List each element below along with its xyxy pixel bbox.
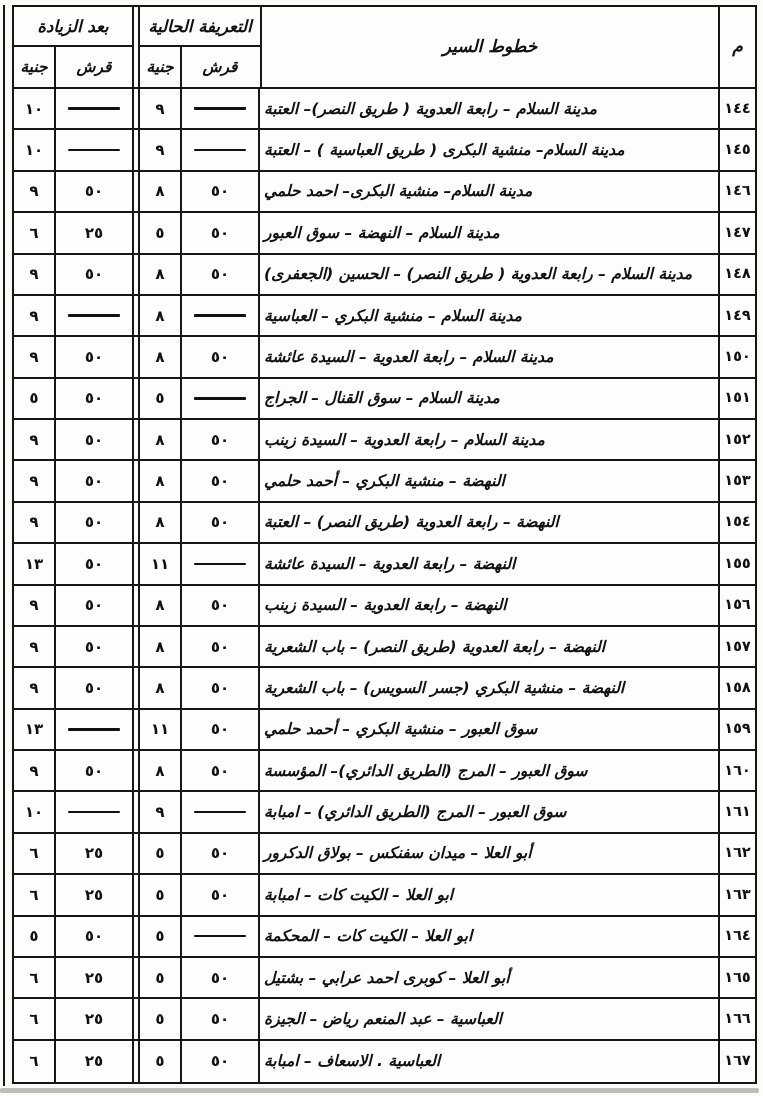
cell-after-geneh: ٩ bbox=[29, 596, 39, 615]
cell-route: ابو العلا – الكيت كات – المحكمة bbox=[258, 917, 718, 956]
cell-current-qirsh bbox=[180, 379, 258, 418]
fare-table bbox=[12, 5, 757, 1084]
cell-current-qirsh: ٥٠ bbox=[180, 255, 258, 294]
double-rule-gap bbox=[132, 89, 140, 128]
cell-after-qirsh: ٥٠ bbox=[54, 461, 132, 500]
header-group-after-increase bbox=[14, 7, 132, 87]
cell-route: النهضة – رابعة العدوية – السيدة زينب bbox=[258, 586, 718, 625]
cell-row-number: ١٤٩ bbox=[718, 296, 755, 335]
cell-after-geneh: ٦ bbox=[29, 223, 39, 242]
cell-current-qirsh: ٥٠ bbox=[180, 875, 258, 914]
dash-mark bbox=[194, 397, 246, 400]
double-rule-gap bbox=[132, 586, 140, 625]
cell-after-qirsh: ٢٥ bbox=[54, 1041, 132, 1082]
cell-after-geneh: ٩ bbox=[29, 430, 39, 449]
cell-route: مدينة السلام – رابعة العدوية – السيدة زينب bbox=[258, 420, 718, 459]
cell-row-number: ١٤٨ bbox=[718, 255, 755, 294]
cell-row-number: ١٤٧ bbox=[718, 213, 755, 252]
header-col-routes bbox=[260, 7, 718, 87]
cell-route: أبو العلا – كوبرى احمد عرابي – بشتيل bbox=[258, 958, 718, 997]
cell-row-number: ١٥٢ bbox=[718, 420, 755, 459]
cell-after-qirsh: ٢٥ bbox=[54, 834, 132, 873]
table-row bbox=[14, 379, 755, 420]
cell-row-number: ١٥٠ bbox=[718, 337, 755, 376]
cell-current-qirsh bbox=[180, 296, 258, 335]
cell-after-qirsh: ٥٠ bbox=[54, 337, 132, 376]
header-subrow-current bbox=[140, 47, 260, 87]
dash-mark bbox=[68, 149, 120, 152]
table-row bbox=[14, 710, 755, 751]
cell-after-qirsh bbox=[54, 89, 132, 128]
cell-current-qirsh: ٥٠ bbox=[180, 627, 258, 666]
cell-row-number: ١٦١ bbox=[718, 792, 755, 831]
cell-row-number: ١٥١ bbox=[718, 379, 755, 418]
cell-row-number: ١٥٥ bbox=[718, 544, 755, 583]
double-rule-gap bbox=[132, 958, 140, 997]
cell-route: مدينة السلام – رابعة العدوية ( طريق النصر) – الحسين (الجعفرى) bbox=[258, 255, 718, 294]
double-rule-gap bbox=[132, 461, 140, 500]
table-header bbox=[14, 7, 755, 89]
cell-row-number: ١٥٩ bbox=[718, 710, 755, 749]
cell-after-geneh: ٦ bbox=[29, 968, 39, 987]
cell-route: العباسية . الاسعاف – امبابة bbox=[258, 1041, 718, 1082]
cell-after-qirsh: ٥٠ bbox=[54, 917, 132, 956]
cell-current-qirsh: ٥٠ bbox=[180, 213, 258, 252]
cell-current-geneh: ٨ bbox=[155, 347, 165, 366]
header-group-current-title bbox=[140, 7, 260, 47]
double-rule-gap bbox=[132, 130, 140, 169]
dash-mark bbox=[68, 107, 120, 110]
cell-after-qirsh: ٥٠ bbox=[54, 420, 132, 459]
cell-current-qirsh: ٥٠ bbox=[180, 751, 258, 790]
table-row bbox=[14, 792, 755, 833]
table-row bbox=[14, 172, 755, 213]
cell-after-geneh: ٩ bbox=[29, 637, 39, 656]
cell-current-geneh: ٥ bbox=[155, 885, 165, 904]
double-rule-gap bbox=[132, 917, 140, 956]
cell-route: مدينة السلام – منشية البكري – العباسية bbox=[258, 296, 718, 335]
cell-current-geneh: ٨ bbox=[155, 430, 165, 449]
cell-after-qirsh: ٥٠ bbox=[54, 586, 132, 625]
cell-current-geneh: ٩ bbox=[155, 99, 165, 118]
cell-current-geneh: ٩ bbox=[155, 803, 165, 822]
dash-mark bbox=[194, 149, 246, 152]
cell-current-geneh: ٨ bbox=[155, 596, 165, 615]
header-current-geneh bbox=[140, 47, 180, 87]
cell-current-qirsh bbox=[180, 792, 258, 831]
header-col-number bbox=[718, 7, 755, 87]
table-row bbox=[14, 461, 755, 502]
cell-current-qirsh: ٥٠ bbox=[180, 503, 258, 542]
cell-route: سوق العبور – منشية البكري – أحمد حلمي bbox=[258, 710, 718, 749]
header-current-qirsh bbox=[180, 47, 258, 87]
cell-after-geneh: ٩ bbox=[29, 182, 39, 201]
double-rule-gap bbox=[132, 792, 140, 831]
table-row bbox=[14, 255, 755, 296]
dash-mark bbox=[68, 314, 120, 317]
cell-current-qirsh: ٥٠ bbox=[180, 420, 258, 459]
cell-route: مدينة السلام – النهضة – سوق العبور bbox=[258, 213, 718, 252]
header-col-routes-label: خطوط السير bbox=[442, 37, 538, 57]
cell-current-qirsh bbox=[180, 544, 258, 583]
cell-current-qirsh: ٥٠ bbox=[180, 1041, 258, 1082]
cell-route: النهضة – رابعة العدوية (طريق النصر) – باب الشعرية bbox=[258, 627, 718, 666]
table-row bbox=[14, 130, 755, 171]
cell-after-geneh: ٩ bbox=[29, 761, 39, 780]
page-left-scan-line bbox=[3, 5, 5, 1086]
cell-row-number: ١٥٣ bbox=[718, 461, 755, 500]
double-rule-gap bbox=[132, 7, 140, 87]
cell-current-qirsh: ٥٠ bbox=[180, 337, 258, 376]
cell-after-geneh: ١٣ bbox=[24, 554, 44, 573]
dash-mark bbox=[194, 811, 246, 814]
table-row bbox=[14, 751, 755, 792]
cell-after-qirsh: ٥٠ bbox=[54, 751, 132, 790]
header-group-after-label: بعد الزيادة bbox=[37, 16, 109, 36]
cell-current-geneh: ٨ bbox=[155, 306, 165, 325]
double-rule-gap bbox=[132, 503, 140, 542]
header-after-geneh bbox=[14, 47, 54, 87]
dash-mark bbox=[68, 811, 120, 814]
table-row bbox=[14, 1041, 755, 1082]
header-col-number-label: م bbox=[732, 37, 743, 57]
header-group-current-label: التعريفة الحالية bbox=[148, 16, 252, 36]
cell-after-geneh: ٦ bbox=[29, 885, 39, 904]
double-rule-gap bbox=[132, 420, 140, 459]
cell-row-number: ١٦٣ bbox=[718, 875, 755, 914]
double-rule-gap bbox=[132, 296, 140, 335]
cell-after-qirsh: ٢٥ bbox=[54, 213, 132, 252]
cell-current-geneh: ٥ bbox=[155, 389, 165, 408]
cell-row-number: ١٦٥ bbox=[718, 958, 755, 997]
cell-current-geneh: ٥ bbox=[155, 844, 165, 863]
cell-after-geneh: ١٠ bbox=[24, 803, 44, 822]
dash-mark bbox=[194, 314, 246, 317]
table-row bbox=[14, 503, 755, 544]
cell-current-qirsh: ٥٠ bbox=[180, 710, 258, 749]
header-after-qirsh bbox=[54, 47, 132, 87]
cell-current-geneh: ٥ bbox=[155, 927, 165, 946]
table-row bbox=[14, 213, 755, 254]
table-row bbox=[14, 668, 755, 709]
cell-row-number: ١٦٧ bbox=[718, 1041, 755, 1082]
table-body bbox=[14, 89, 755, 1082]
cell-current-qirsh: ٥٠ bbox=[180, 461, 258, 500]
cell-after-qirsh bbox=[54, 130, 132, 169]
cell-row-number: ١٦٢ bbox=[718, 834, 755, 873]
double-rule-gap bbox=[132, 875, 140, 914]
header-group-after-title bbox=[14, 7, 132, 47]
cell-route: العباسية – عبد المنعم رياض – الجيزة bbox=[258, 999, 718, 1038]
cell-after-qirsh bbox=[54, 710, 132, 749]
cell-row-number: ١٤٦ bbox=[718, 172, 755, 211]
cell-row-number: ١٥٨ bbox=[718, 668, 755, 707]
cell-current-qirsh: ٥٠ bbox=[180, 172, 258, 211]
double-rule-gap bbox=[132, 172, 140, 211]
table-row bbox=[14, 586, 755, 627]
cell-after-qirsh bbox=[54, 296, 132, 335]
cell-after-geneh: ١٣ bbox=[24, 720, 44, 739]
table-row bbox=[14, 296, 755, 337]
cell-current-geneh: ٨ bbox=[155, 472, 165, 491]
cell-after-geneh: ٥ bbox=[29, 927, 39, 946]
cell-current-qirsh bbox=[180, 130, 258, 169]
cell-after-geneh: ٦ bbox=[29, 1009, 39, 1028]
cell-after-qirsh bbox=[54, 792, 132, 831]
double-rule-gap bbox=[132, 834, 140, 873]
table-row bbox=[14, 917, 755, 958]
double-rule-gap bbox=[132, 379, 140, 418]
table-row bbox=[14, 958, 755, 999]
cell-current-qirsh: ٥٠ bbox=[180, 668, 258, 707]
header-subrow-after bbox=[14, 47, 132, 87]
cell-current-geneh: ٨ bbox=[155, 265, 165, 284]
double-rule-gap bbox=[132, 668, 140, 707]
cell-after-geneh: ٦ bbox=[29, 844, 39, 863]
table-row bbox=[14, 89, 755, 130]
double-rule-gap bbox=[132, 710, 140, 749]
double-rule-gap bbox=[132, 213, 140, 252]
cell-route: النهضة – منشية البكري (جسر السويس) – باب الشعرية bbox=[258, 668, 718, 707]
cell-current-geneh: ٥ bbox=[155, 1052, 165, 1071]
cell-current-qirsh: ٥٠ bbox=[180, 586, 258, 625]
cell-route: سوق العبور – المرج (الطريق الدائري) – امبابة bbox=[258, 792, 718, 831]
cell-current-geneh: ١١ bbox=[150, 720, 170, 739]
cell-current-geneh: ١١ bbox=[150, 554, 170, 573]
double-rule-gap bbox=[132, 544, 140, 583]
dash-mark bbox=[68, 728, 120, 731]
cell-row-number: ١٥٧ bbox=[718, 627, 755, 666]
cell-route: أبو العلا – ميدان سفنكس – بولاق الدكرور bbox=[258, 834, 718, 873]
dash-mark bbox=[194, 935, 246, 938]
table-row bbox=[14, 875, 755, 916]
table-row bbox=[14, 420, 755, 461]
cell-after-qirsh: ٥٠ bbox=[54, 172, 132, 211]
dash-mark bbox=[194, 563, 246, 566]
header-group-current-tariff bbox=[140, 7, 260, 87]
double-rule-gap bbox=[132, 627, 140, 666]
dash-mark bbox=[194, 107, 246, 110]
cell-after-geneh: ٩ bbox=[29, 472, 39, 491]
header-current-qirsh-label: قرش bbox=[202, 58, 238, 76]
cell-after-geneh: ٦ bbox=[29, 1052, 39, 1071]
cell-current-geneh: ٩ bbox=[155, 141, 165, 160]
cell-current-geneh: ٨ bbox=[155, 637, 165, 656]
cell-after-geneh: ٩ bbox=[29, 678, 39, 697]
double-rule-gap bbox=[132, 255, 140, 294]
cell-route: مدينة السلام– منشية البكرى– احمد حلمي bbox=[258, 172, 718, 211]
cell-route: مدينة السلام– منشية البكرى ( طريق العباسية ) – العتبة bbox=[258, 130, 718, 169]
cell-route: سوق العبور – المرج (الطريق الدائري)– المؤسسة bbox=[258, 751, 718, 790]
cell-route: مدينة السلام – سوق القنال – الجراج bbox=[258, 379, 718, 418]
cell-after-qirsh: ٥٠ bbox=[54, 379, 132, 418]
cell-after-geneh: ٩ bbox=[29, 347, 39, 366]
cell-current-geneh: ٨ bbox=[155, 761, 165, 780]
header-current-geneh-label: جنية bbox=[146, 58, 174, 76]
cell-current-geneh: ٨ bbox=[155, 678, 165, 697]
cell-current-qirsh bbox=[180, 89, 258, 128]
cell-row-number: ١٤٥ bbox=[718, 130, 755, 169]
cell-route: مدينة السلام – رابعة العدوية ( طريق النصر)– العتبة bbox=[258, 89, 718, 128]
cell-row-number: ١٦٦ bbox=[718, 999, 755, 1038]
cell-after-geneh: ٩ bbox=[29, 306, 39, 325]
cell-after-qirsh: ٥٠ bbox=[54, 544, 132, 583]
header-after-qirsh-label: قرش bbox=[76, 58, 112, 76]
cell-after-geneh: ٥ bbox=[29, 389, 39, 408]
page-bottom-scan-shadow bbox=[0, 1088, 759, 1093]
cell-route: النهضة – منشية البكري – أحمد حلمي bbox=[258, 461, 718, 500]
header-after-geneh-label: جنية bbox=[20, 58, 48, 76]
cell-after-qirsh: ٥٠ bbox=[54, 668, 132, 707]
cell-row-number: ١٤٤ bbox=[718, 89, 755, 128]
cell-after-qirsh: ٢٥ bbox=[54, 999, 132, 1038]
cell-row-number: ١٦٤ bbox=[718, 917, 755, 956]
cell-current-qirsh: ٥٠ bbox=[180, 958, 258, 997]
table-row bbox=[14, 999, 755, 1040]
cell-route: النهضة – رابعة العدوية – السيدة عائشة bbox=[258, 544, 718, 583]
cell-current-geneh: ٥ bbox=[155, 968, 165, 987]
cell-after-geneh: ١٠ bbox=[24, 141, 44, 160]
cell-after-qirsh: ٢٥ bbox=[54, 875, 132, 914]
double-rule-gap bbox=[132, 1041, 140, 1082]
table-row bbox=[14, 337, 755, 378]
cell-current-geneh: ٨ bbox=[155, 182, 165, 201]
cell-row-number: ١٥٦ bbox=[718, 586, 755, 625]
table-row bbox=[14, 627, 755, 668]
double-rule-gap bbox=[132, 751, 140, 790]
cell-after-geneh: ٩ bbox=[29, 265, 39, 284]
cell-route: ابو العلا – الكيت كات – امبابة bbox=[258, 875, 718, 914]
cell-after-qirsh: ٥٠ bbox=[54, 627, 132, 666]
cell-current-geneh: ٥ bbox=[155, 1009, 165, 1028]
table-row bbox=[14, 834, 755, 875]
cell-row-number: ١٥٤ bbox=[718, 503, 755, 542]
cell-route: مدينة السلام – رابعة العدوية – السيدة عائشة bbox=[258, 337, 718, 376]
cell-current-qirsh: ٥٠ bbox=[180, 999, 258, 1038]
cell-current-geneh: ٨ bbox=[155, 513, 165, 532]
cell-row-number: ١٦٠ bbox=[718, 751, 755, 790]
double-rule-gap bbox=[132, 337, 140, 376]
cell-after-qirsh: ٢٥ bbox=[54, 958, 132, 997]
cell-current-qirsh bbox=[180, 917, 258, 956]
cell-current-qirsh: ٥٠ bbox=[180, 834, 258, 873]
cell-after-qirsh: ٥٠ bbox=[54, 255, 132, 294]
table-row bbox=[14, 544, 755, 585]
cell-after-geneh: ٩ bbox=[29, 513, 39, 532]
cell-after-geneh: ١٠ bbox=[24, 99, 44, 118]
cell-after-qirsh: ٥٠ bbox=[54, 503, 132, 542]
cell-route: النهضة – رابعة العدوية (طريق النصر) – العتبة bbox=[258, 503, 718, 542]
cell-current-geneh: ٥ bbox=[155, 223, 165, 242]
double-rule-gap bbox=[132, 999, 140, 1038]
